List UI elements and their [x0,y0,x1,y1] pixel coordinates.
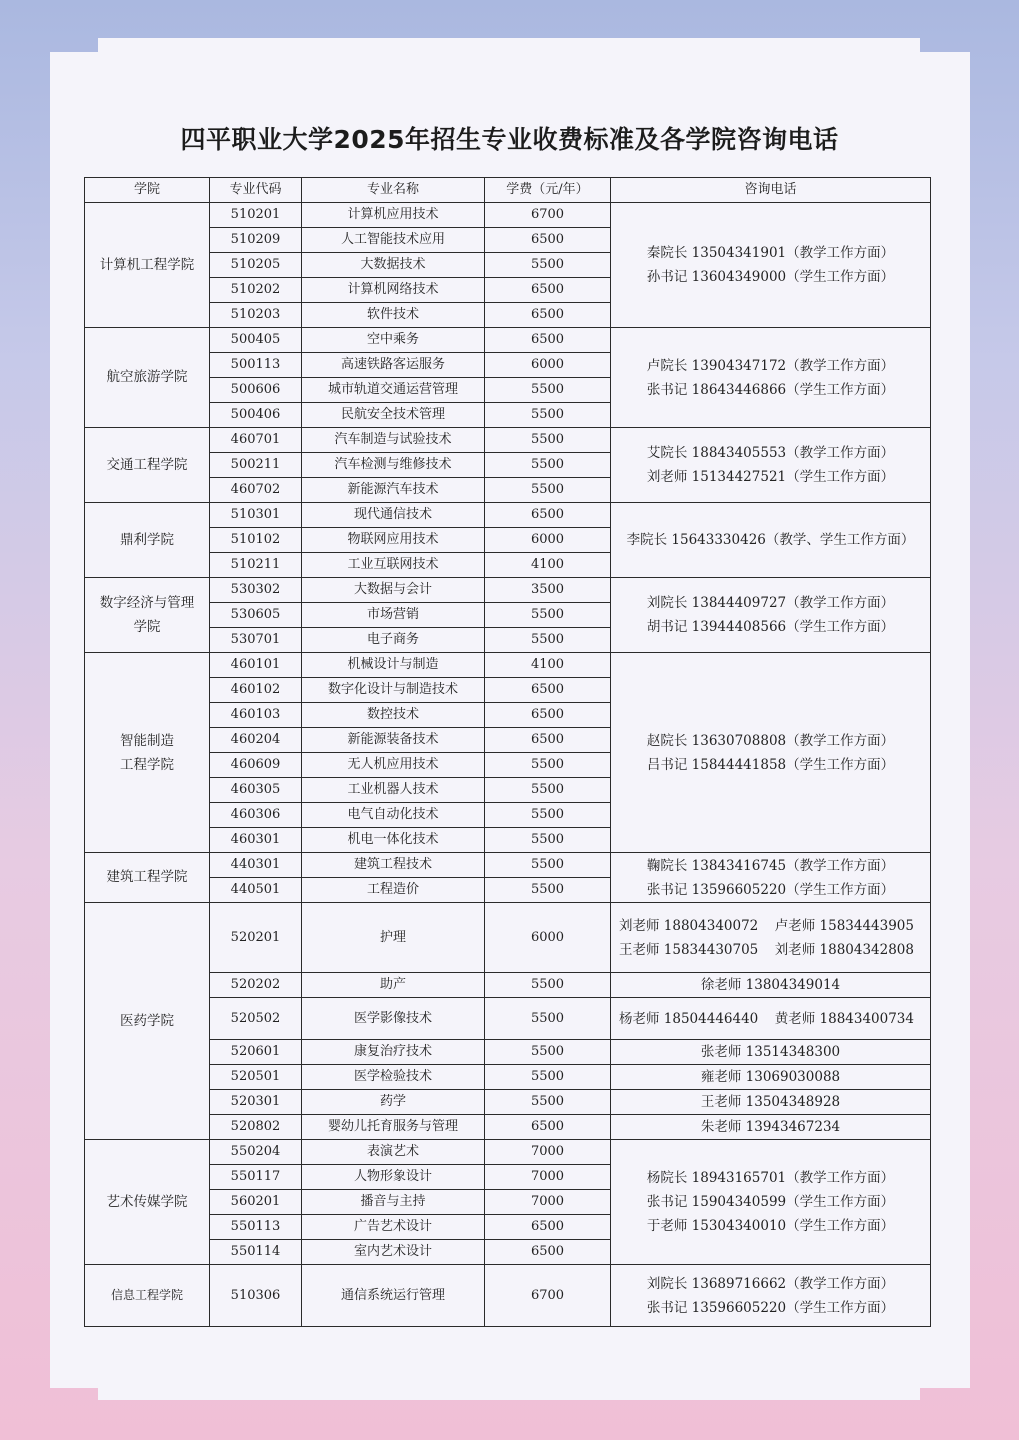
program-code: 500211 [210,453,302,478]
program-fee: 6700 [485,203,611,228]
program-fee: 5500 [485,1065,611,1090]
program-fee: 5500 [485,478,611,503]
program-fee: 7000 [485,1140,611,1165]
contact-cell [611,973,931,998]
program-name: 助产 [302,973,485,998]
table-row [85,853,931,878]
program-fee: 5500 [485,753,611,778]
college-cell [85,428,210,503]
college-cell [85,578,210,653]
contact-cell [611,998,931,1040]
contact-line: 赵院长 13630708808（教学工作方面） [646,732,895,749]
program-fee: 5500 [485,778,611,803]
program-name: 表演艺术 [302,1140,485,1165]
page-title: 四平职业大学2025年招生专业收费标准及各学院咨询电话 [180,125,839,154]
contact-cell [611,1090,931,1115]
contact-cell [611,428,931,503]
fee-table [84,177,931,1327]
contact-line: 艾院长 18843405553（教学工作方面） [646,445,895,461]
header-name: 专业名称 [302,178,485,203]
program-code: 500113 [210,353,302,378]
program-name: 医学影像技术 [302,998,485,1040]
program-fee: 5500 [485,403,611,428]
contact-pair [611,914,930,938]
contact-line: 刘院长 13689716662（教学工作方面） [646,1275,895,1292]
program-code: 550117 [210,1165,302,1190]
program-fee: 6500 [485,503,611,528]
college-cell [85,503,210,578]
program-fee: 5500 [485,253,611,278]
program-fee: 5500 [485,828,611,853]
contact-line: 刘老师 18804342808 [774,941,914,958]
program-name: 电气自动化技术 [302,803,485,828]
program-fee: 6500 [485,1240,611,1265]
program-name: 民航安全技术管理 [302,403,485,428]
program-code: 510211 [210,553,302,578]
header-college: 学院 [85,178,210,203]
program-name: 大数据技术 [302,253,485,278]
table-row [85,998,931,1040]
table-row [85,203,931,228]
table-row [85,1090,931,1115]
contact-line: 秦院长 13504341901（教学工作方面） [646,245,895,261]
contact-line: 刘老师 15134427521（学生工作方面） [646,469,895,485]
table-row [85,503,931,528]
contact-pair [611,1007,930,1031]
program-code: 520502 [210,998,302,1040]
program-name: 软件技术 [302,303,485,328]
college-cell [85,853,210,903]
contact-line: 张书记 15904340599（学生工作方面） [646,1194,895,1210]
program-name: 播音与主持 [302,1190,485,1215]
program-name: 康复治疗技术 [302,1040,485,1065]
college-cell [85,903,210,1140]
contact-line: 于老师 15304340010（学生工作方面） [646,1218,895,1234]
card-notch [98,1386,920,1400]
program-name: 数字化设计与制造技术 [302,678,485,703]
contact-line: 雍老师 13069030088 [700,1069,841,1085]
program-name: 城市轨道交通运营管理 [302,378,485,403]
contact-line: 孙书记 13604349000（学生工作方面） [646,269,895,285]
program-name: 电子商务 [302,628,485,653]
program-fee: 7000 [485,1190,611,1215]
table-row [85,328,931,353]
college-name: 工程学院 [120,756,174,773]
college-name: 艺术传媒学院 [106,1193,188,1210]
contact-line: 张书记 13596605220（学生工作方面） [646,1299,895,1316]
program-code: 500406 [210,403,302,428]
table-row [85,1115,931,1140]
contact-cell [611,1265,931,1327]
program-code: 530302 [210,578,302,603]
program-code: 460305 [210,778,302,803]
college-name: 计算机工程学院 [99,256,195,273]
contact-line: 刘院长 13844409727（教学工作方面） [646,595,895,611]
program-fee: 6500 [485,678,611,703]
program-code: 460101 [210,653,302,678]
program-code: 460103 [210,703,302,728]
contact-cell [611,578,931,653]
contact-cell [611,853,931,903]
program-code: 550204 [210,1140,302,1165]
college-name: 学院 [133,619,161,635]
contact-line: 刘老师 18804340072 [619,917,759,934]
program-name: 物联网应用技术 [302,528,485,553]
contact-line: 王老师 13504348928 [700,1094,841,1110]
program-code: 510205 [210,253,302,278]
contact-cell [611,203,931,328]
program-code: 520202 [210,973,302,998]
program-code: 460306 [210,803,302,828]
contact-line: 杨院长 18943165701（教学工作方面） [646,1170,895,1186]
contact-line: 黄老师 18843400734 [774,1010,914,1027]
program-code: 460702 [210,478,302,503]
program-name: 人物形象设计 [302,1165,485,1190]
program-fee: 4100 [485,553,611,578]
program-fee: 5500 [485,378,611,403]
contact-line: 吕书记 15844441858（学生工作方面） [646,756,895,773]
contact-cell [611,1115,931,1140]
program-name: 市场营销 [302,603,485,628]
contact-line: 张书记 13596605220（学生工作方面） [646,881,895,898]
program-code: 440301 [210,853,302,878]
program-fee: 6500 [485,728,611,753]
table-row [85,1040,931,1065]
contact-cell [611,503,931,578]
program-fee: 6500 [485,228,611,253]
program-name: 大数据与会计 [302,578,485,603]
program-code: 460701 [210,428,302,453]
program-name: 广告艺术设计 [302,1215,485,1240]
program-fee: 5500 [485,603,611,628]
college-name: 医药学院 [120,1012,174,1029]
program-code: 510209 [210,228,302,253]
program-code: 500606 [210,378,302,403]
program-name: 机电一体化技术 [302,828,485,853]
program-code: 510201 [210,203,302,228]
program-name: 现代通信技术 [302,503,485,528]
program-fee: 6500 [485,1115,611,1140]
program-name: 新能源汽车技术 [302,478,485,503]
program-name: 计算机网络技术 [302,278,485,303]
college-cell [85,653,210,853]
program-name: 人工智能技术应用 [302,228,485,253]
table-row [85,428,931,453]
table-body [85,203,931,1327]
contact-cell [611,653,931,853]
college-cell [85,1265,210,1327]
program-code: 460609 [210,753,302,778]
contact-line: 徐老师 13804349014 [700,977,841,993]
program-fee: 6500 [485,703,611,728]
program-fee: 3500 [485,578,611,603]
program-fee: 5500 [485,1040,611,1065]
program-fee: 6500 [485,303,611,328]
program-name: 建筑工程技术 [302,853,485,878]
program-name: 数控技术 [302,703,485,728]
contact-line: 胡书记 13944408566（学生工作方面） [646,619,895,635]
program-code: 460204 [210,728,302,753]
program-code: 510301 [210,503,302,528]
program-name: 室内艺术设计 [302,1240,485,1265]
college-name: 交通工程学院 [106,456,188,473]
program-fee: 5500 [485,973,611,998]
program-fee: 6500 [485,328,611,353]
contact-cell [611,1065,931,1090]
program-code: 520601 [210,1040,302,1065]
program-name: 护理 [302,903,485,973]
contact-pair [611,938,930,962]
program-fee: 6500 [485,1215,611,1240]
program-code: 550114 [210,1240,302,1265]
program-name: 工业互联网技术 [302,553,485,578]
program-code: 510306 [210,1265,302,1327]
program-fee: 6000 [485,528,611,553]
program-code: 510102 [210,528,302,553]
college-name: 智能制造 [120,732,174,749]
program-fee: 5500 [485,853,611,878]
program-code: 510203 [210,303,302,328]
program-fee: 6700 [485,1265,611,1327]
college-cell [85,203,210,328]
program-name: 通信系统运行管理 [302,1265,485,1327]
program-fee: 4100 [485,653,611,678]
contact-line: 鞠院长 13843416745（教学工作方面） [646,857,895,874]
program-name: 汽车制造与试验技术 [302,428,485,453]
header-code: 专业代码 [210,178,302,203]
program-fee: 5500 [485,803,611,828]
table-row [85,653,931,678]
contact-cell [611,903,931,973]
college-cell [85,328,210,428]
program-name: 工业机器人技术 [302,778,485,803]
contact-cell [611,328,931,428]
program-name: 空中乘务 [302,328,485,353]
program-name: 药学 [302,1090,485,1115]
program-code: 550113 [210,1215,302,1240]
program-name: 高速铁路客运服务 [302,353,485,378]
table-row [85,903,931,973]
program-code: 500405 [210,328,302,353]
program-fee: 5500 [485,1090,611,1115]
contact-line: 杨老师 18504446440 [619,1010,759,1027]
program-code: 530701 [210,628,302,653]
table-row [85,1140,931,1165]
program-code: 460102 [210,678,302,703]
card-notch [98,38,920,54]
program-code: 530605 [210,603,302,628]
program-name: 机械设计与制造 [302,653,485,678]
program-code: 560201 [210,1190,302,1215]
program-code: 520301 [210,1090,302,1115]
college-name: 鼎利学院 [120,531,174,548]
program-fee: 5500 [485,998,611,1040]
table-row [85,973,931,998]
contact-line: 卢院长 13904347172（教学工作方面） [646,357,895,374]
college-name: 数字经济与管理 [99,595,195,611]
program-name: 工程造价 [302,878,485,903]
contact-line: 李院长 15643330426（教学、学生工作方面） [626,532,915,548]
program-name: 汽车检测与维修技术 [302,453,485,478]
program-code: 520802 [210,1115,302,1140]
program-code: 510202 [210,278,302,303]
program-name: 无人机应用技术 [302,753,485,778]
program-code: 440501 [210,878,302,903]
table-row [85,1065,931,1090]
table-header-row [85,178,931,203]
contact-line: 张老师 13514348300 [700,1044,841,1060]
program-fee: 5500 [485,428,611,453]
program-fee: 7000 [485,1165,611,1190]
program-name: 婴幼儿托育服务与管理 [302,1115,485,1140]
program-fee: 6000 [485,353,611,378]
college-name: 航空旅游学院 [106,369,188,386]
program-fee: 5500 [485,453,611,478]
contact-line: 朱老师 13943467234 [700,1119,841,1135]
table-row [85,578,931,603]
program-code: 520501 [210,1065,302,1090]
program-name: 医学检验技术 [302,1065,485,1090]
header-fee: 学费（元/年） [485,178,611,203]
college-name: 建筑工程学院 [106,869,188,886]
program-fee: 5500 [485,628,611,653]
college-cell [85,1140,210,1265]
program-code: 460301 [210,828,302,853]
program-name: 新能源装备技术 [302,728,485,753]
contact-line: 王老师 15834430705 [619,941,759,958]
program-fee: 6500 [485,278,611,303]
contact-line: 张书记 18643446866（学生工作方面） [646,381,895,398]
contact-cell [611,1040,931,1065]
program-fee: 6000 [485,903,611,973]
table-row [85,1265,931,1327]
program-code: 520201 [210,903,302,973]
contact-line: 卢老师 15834443905 [774,917,914,934]
program-fee: 5500 [485,878,611,903]
college-name: 信息工程学院 [110,1288,183,1303]
program-name: 计算机应用技术 [302,203,485,228]
header-phone: 咨询电话 [611,178,931,203]
contact-cell [611,1140,931,1265]
